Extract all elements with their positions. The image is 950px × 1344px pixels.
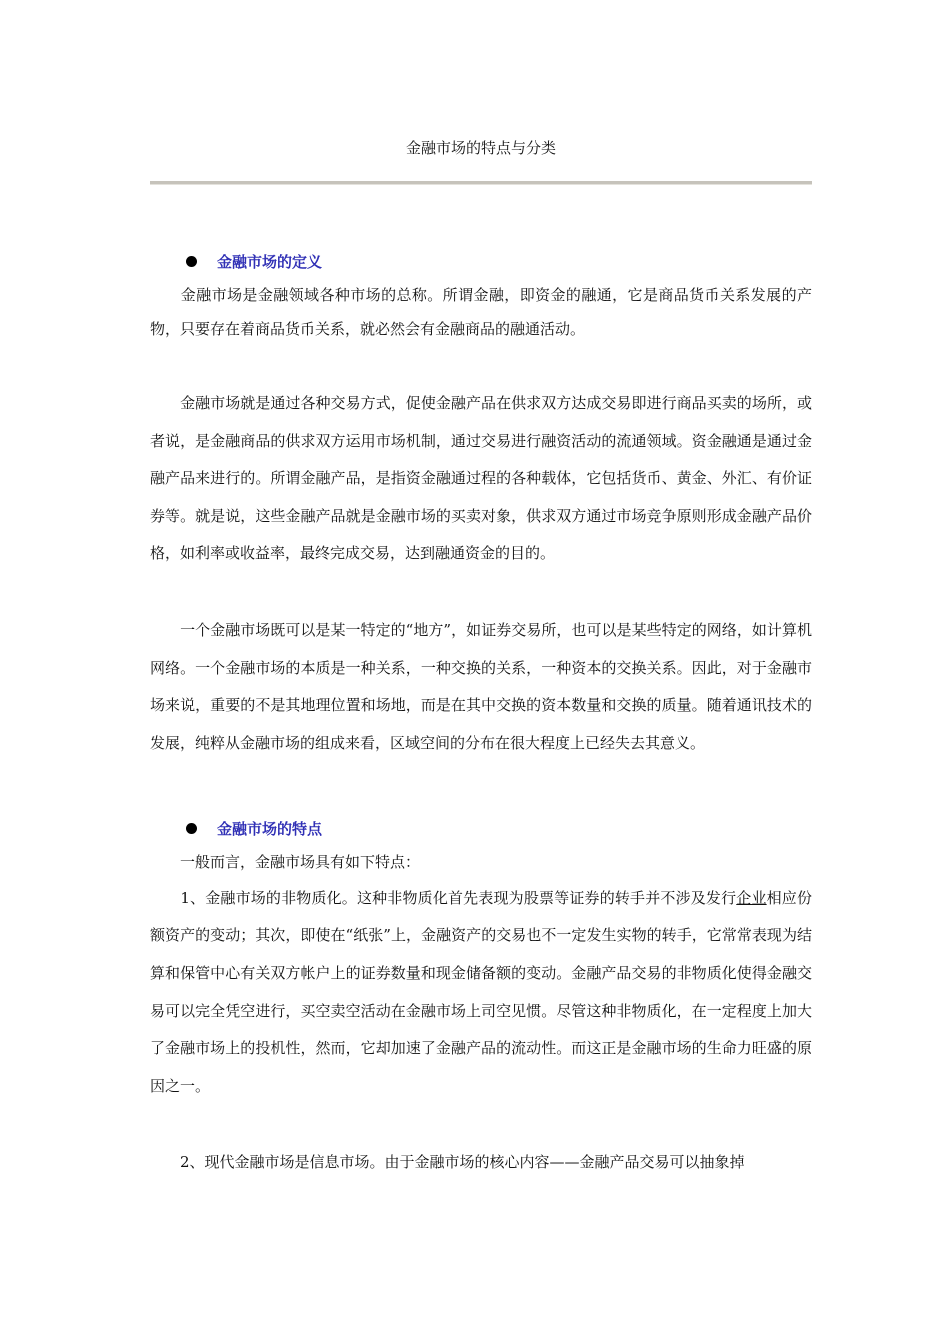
- bullet-icon: [186, 823, 197, 834]
- paragraph: 金融市场就是通过各种交易方式，促使金融产品在供求双方达成交易即进行商品买卖的场所，或者说，是金融商品的供求双方运用市场机制，通过交易进行融资活动的流通领域。资金融通是通过金融产品来进行的。所谓金融产品，是指资金融通过程的各种载体，它包括货币、黄金、外汇、有价证券等。就是说，这些金融产品就是金融市场的买卖对象，供求双方通过市场竞争原则形成金融产品价格，如利率或收益率，最终完成交易，达到融通资金的目的。: [150, 394, 812, 563]
- link-enterprise[interactable]: 企业: [736, 888, 767, 907]
- paragraph: [150, 880, 812, 1106]
- paragraph: 金融市场是金融领域各种市场的总称。所谓金融，即资金的融通，它是商品货币关系发展的产物，只要存在着商品货币关系，就必然会有金融商品的融通活动。: [150, 286, 812, 338]
- paragraph: 一个金融市场既可以是某一特定的“地方”，如证券交易所，也可以是某些特定的网络，如计算机网络。一个金融市场的本质是一种关系，一种交换的关系，一种资本的交换关系。因此，对于金融市场来说，重要的不是其地理位置和场地，而是在其中交换的资本数量和交换的质量。随着通讯技术的发展，纯粹从金融市场的组成来看，区域空间的分布在很大程度上已经失去其意义。: [150, 620, 812, 752]
- paragraph-spacer: [150, 1105, 812, 1144]
- paragraph-text: 相应份额资产的变动；其次，即使在“纸张”上，金融资产的交易也不一定发生实物的转手，它常常表现为结算和保管中心有关双方帐户上的证券数量和现金储备额的变动。金融产品交易的非物质化使得金融交易可以完全凭空进行，买空卖空活动在金融市场上司空见惯。尽管这种非物质化，在一定程度上加大了金融市场上的投机性，然而，它却加速了金融产品的流动性。而这正是金融市场的生命力旺盛的原因之一。: [150, 888, 812, 1095]
- title-divider: [150, 181, 812, 185]
- paragraph-text: 1、金融市场的非物质化。这种非物质化首先表现为股票等证券的转手并不涉及发行: [150, 888, 737, 907]
- section-heading-features: [150, 812, 812, 846]
- section-heading-text: 金融市场的定义: [217, 253, 323, 271]
- section-heading-definition: [150, 245, 812, 279]
- section-heading-text: 金融市场的特点: [217, 820, 323, 839]
- paragraph-spacer: [150, 573, 812, 612]
- paragraph-spacer: [150, 762, 812, 812]
- page-title: 金融市场的特点与分类: [405, 139, 556, 157]
- paragraph-spacer: [150, 346, 812, 385]
- paragraph: 2、现代金融市场是信息市场。由于金融市场的核心内容——金融产品交易可以抽象掉: [150, 1153, 745, 1172]
- paragraph: 一般而言，金融市场具有如下特点：: [150, 853, 421, 872]
- bullet-icon: [186, 256, 197, 267]
- document-body: [150, 245, 812, 1182]
